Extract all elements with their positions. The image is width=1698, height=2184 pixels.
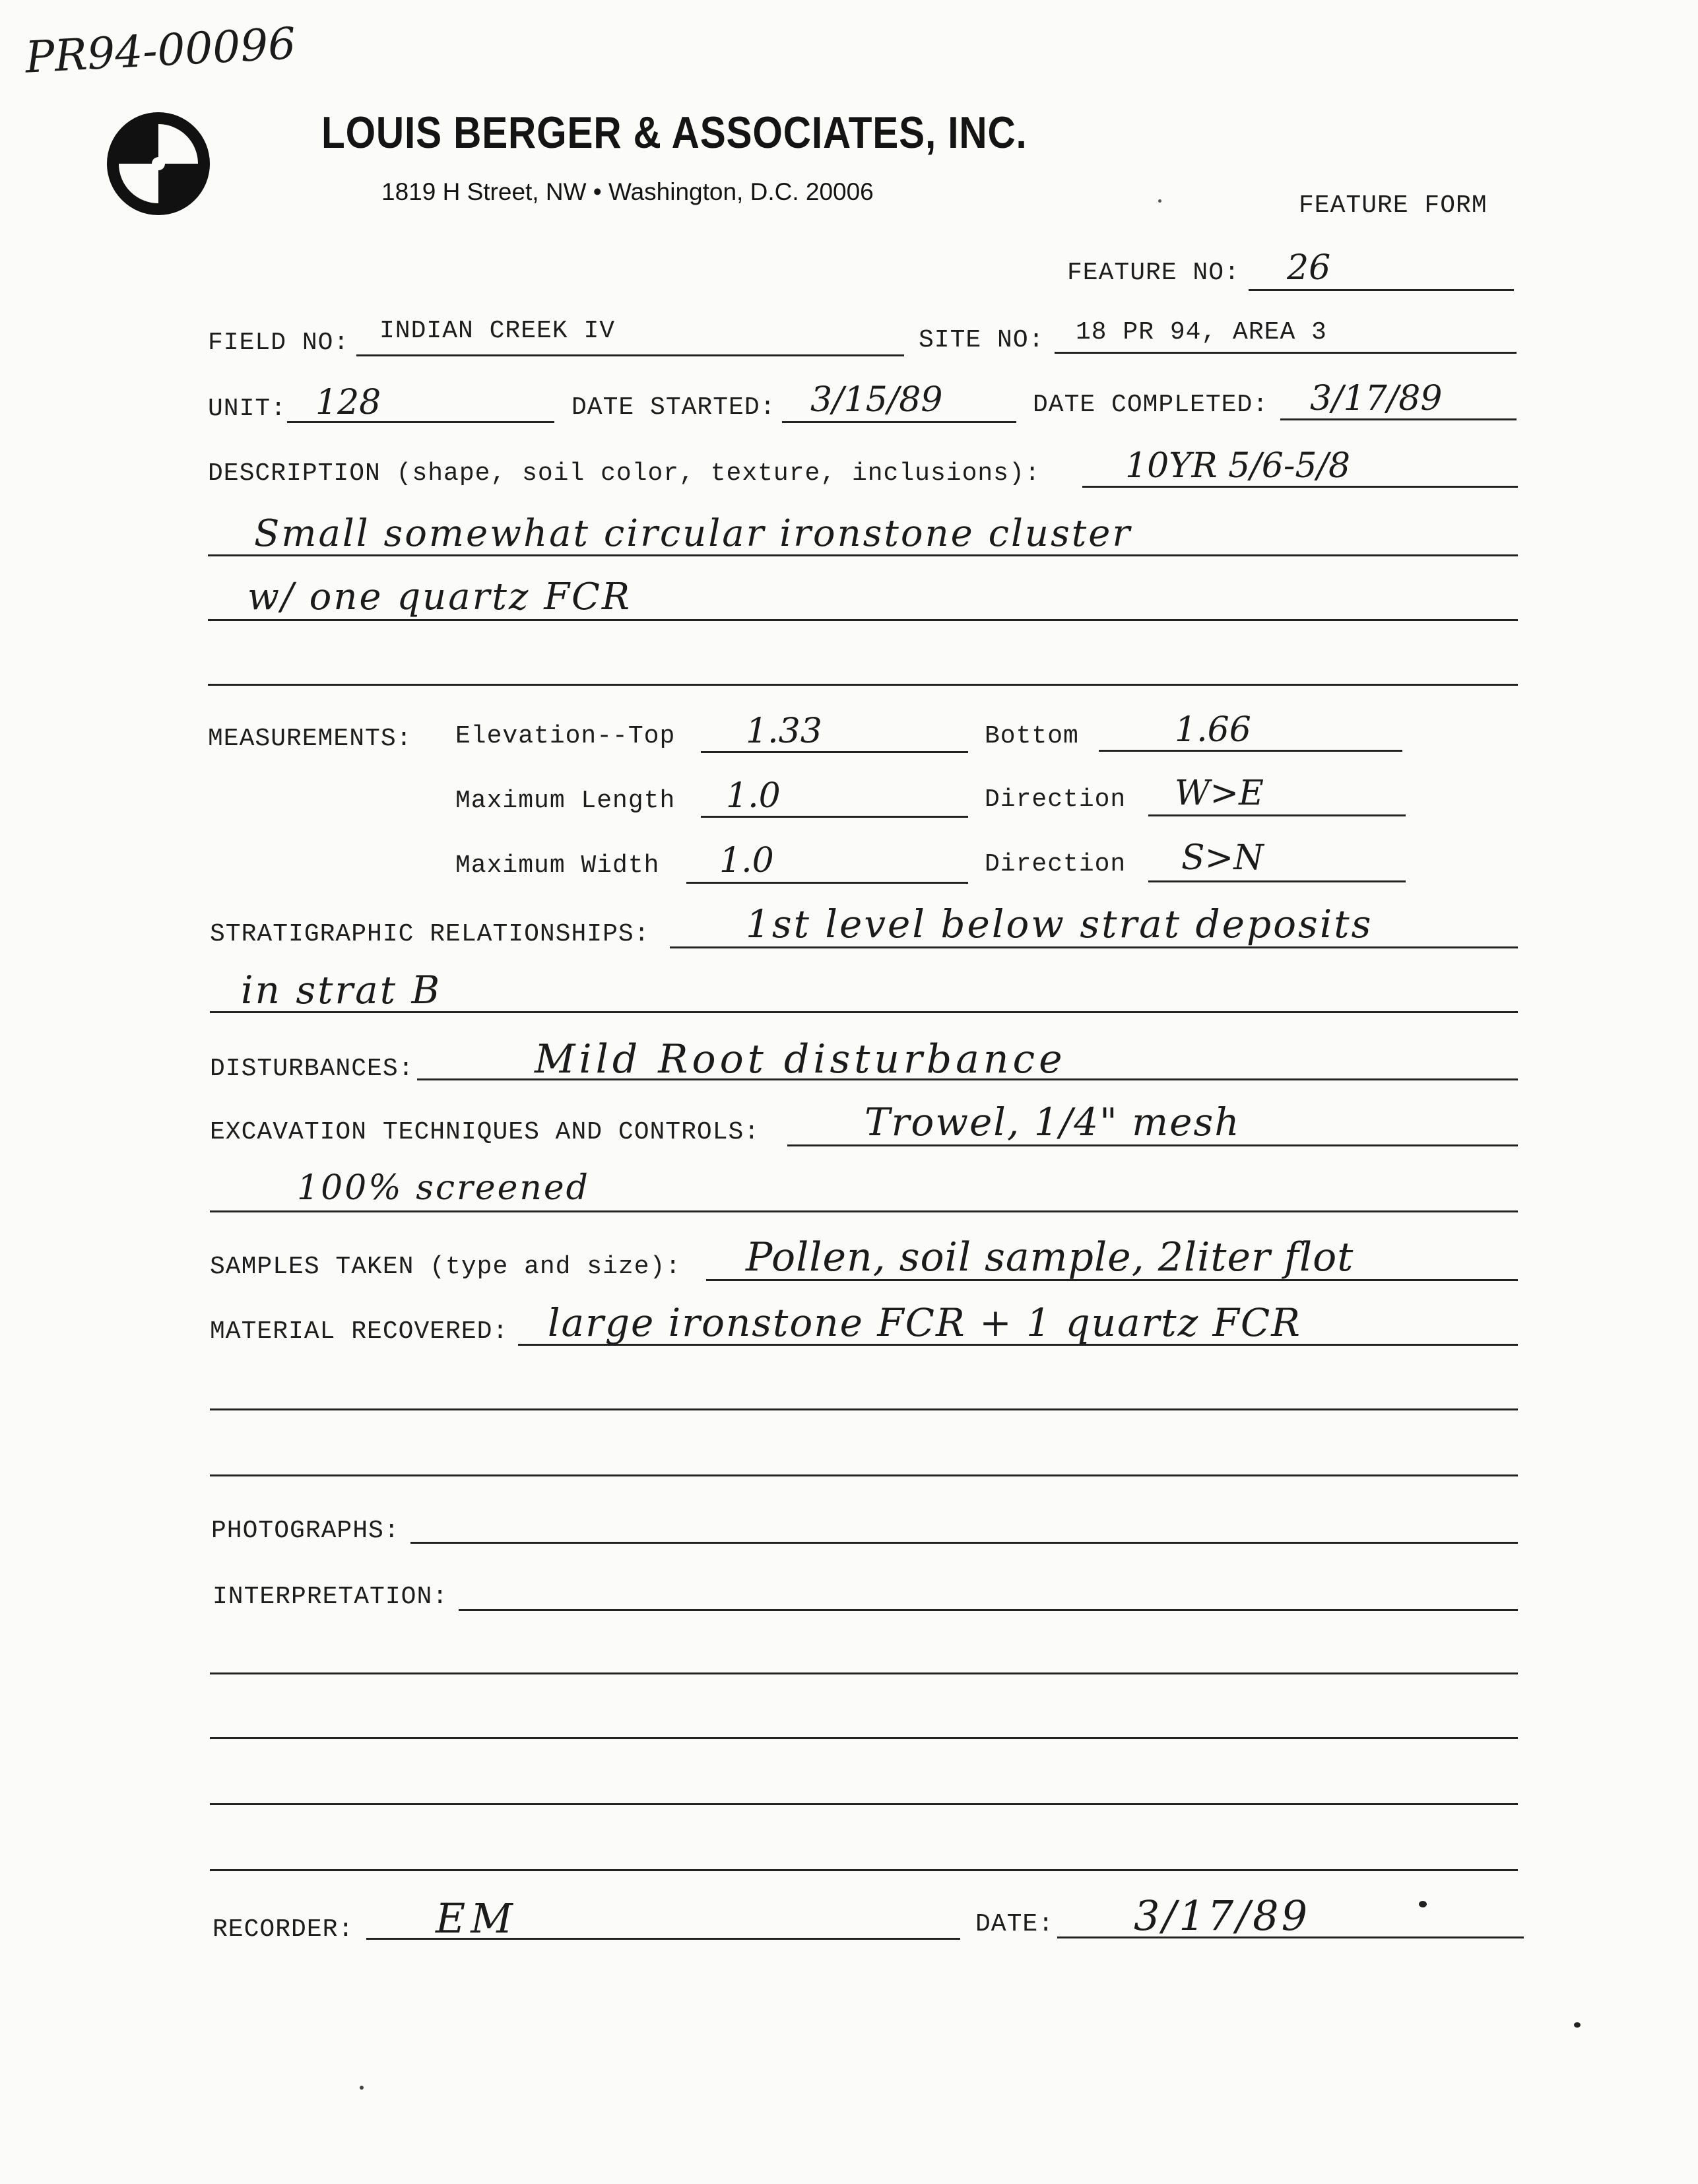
description-line-0 — [1082, 486, 1518, 488]
feature-no-value: 26 — [1287, 248, 1331, 288]
stratigraphic-label: STRATIGRAPHIC RELATIONSHIPS: — [210, 920, 650, 948]
excavation-text-1: Trowel, 1/4" mesh — [865, 1100, 1241, 1144]
samples-label: SAMPLES TAKEN (type and size): — [210, 1253, 682, 1281]
date-completed-label: DATE COMPLETED: — [1033, 391, 1269, 419]
width-direction-value: S>N — [1181, 838, 1264, 878]
date-completed-value: 3/17/89 — [1310, 379, 1443, 418]
interpretation-line-1 — [459, 1609, 1518, 1611]
unit-label: UNIT: — [208, 395, 287, 423]
max-width-label: Maximum Width — [455, 851, 660, 880]
excavation-line-2 — [210, 1210, 1518, 1212]
bottom-line — [1099, 750, 1402, 752]
description-text-2: w/ one quartz FCR — [247, 576, 632, 618]
stratigraphic-text-1: 1st level below strat deposits — [746, 902, 1373, 946]
date-started-value: 3/15/89 — [810, 380, 943, 420]
field-no-label: FIELD NO: — [208, 329, 350, 357]
width-direction-label: Direction — [985, 850, 1127, 878]
max-length-line — [701, 816, 968, 818]
length-direction-line — [1148, 814, 1406, 816]
photographs-line — [410, 1542, 1518, 1544]
company-name: LOUIS BERGER & ASSOCIATES, INC. — [321, 108, 1028, 158]
elevation-top-label: Elevation--Top — [455, 722, 676, 750]
form-title: FEATURE FORM — [1299, 191, 1487, 220]
date-label: DATE: — [975, 1910, 1055, 1938]
interpretation-line-2 — [210, 1672, 1518, 1674]
field-no-value: INDIAN CREEK IV — [379, 317, 616, 345]
bottom-label: Bottom — [985, 722, 1079, 750]
recorder-value: EM — [436, 1894, 518, 1942]
date-value: 3/17/89 — [1134, 1892, 1311, 1940]
width-direction-line — [1148, 880, 1406, 882]
material-line-3 — [210, 1474, 1518, 1476]
samples-value: Pollen, soil sample, 2liter flot — [746, 1234, 1354, 1280]
interpretation-line-5 — [210, 1869, 1518, 1871]
length-direction-label: Direction — [985, 785, 1127, 814]
disturbances-label: DISTURBANCES: — [210, 1055, 414, 1083]
speck — [1158, 199, 1161, 203]
unit-value: 128 — [315, 383, 381, 422]
photographs-label: PHOTOGRAPHS: — [211, 1517, 400, 1545]
material-label: MATERIAL RECOVERED: — [210, 1317, 509, 1346]
bottom-value: 1.66 — [1175, 710, 1251, 750]
company-logo — [106, 111, 211, 216]
elevation-top-value: 1.33 — [746, 711, 822, 751]
site-no-value: 18 PR 94, AREA 3 — [1076, 318, 1327, 347]
stratigraphic-line-1 — [670, 946, 1518, 948]
max-width-value: 1.0 — [719, 841, 774, 880]
measurements-label: MEASUREMENTS: — [208, 725, 412, 753]
max-width-line — [686, 882, 968, 884]
speck — [1419, 1901, 1427, 1907]
disturbances-value: Mild Root disturbance — [535, 1036, 1066, 1082]
excavation-label: EXCAVATION TECHNIQUES AND CONTROLS: — [210, 1118, 760, 1146]
max-length-label: Maximum Length — [455, 787, 676, 815]
speck — [360, 2086, 364, 2090]
feature-no-label: FEATURE NO: — [1067, 259, 1240, 287]
document-id: PR94-00096 — [24, 18, 298, 83]
company-address: 1819 H Street, NW • Washington, D.C. 20006 — [381, 178, 874, 205]
description-line-2 — [208, 619, 1518, 621]
date-completed-line — [1280, 418, 1517, 420]
site-no-line — [1055, 352, 1517, 354]
excavation-text-2: 100% screened — [297, 1168, 590, 1208]
speck — [1574, 2022, 1581, 2028]
date-started-line — [782, 421, 1016, 423]
interpretation-label: INTERPRETATION: — [212, 1583, 449, 1611]
description-value: 10YR 5/6-5/8 — [1125, 446, 1351, 486]
excavation-line-1 — [787, 1144, 1518, 1146]
site-no-label: SITE NO: — [919, 326, 1045, 354]
interpretation-line-4 — [210, 1803, 1518, 1805]
max-length-value: 1.0 — [726, 776, 781, 816]
length-direction-value: W>E — [1175, 774, 1264, 813]
description-text-1: Small somewhat circular ironstone cluster — [254, 512, 1132, 555]
date-started-label: DATE STARTED: — [571, 393, 776, 422]
material-value: large ironstone FCR + 1 quartz FCR — [548, 1300, 1301, 1345]
stratigraphic-text-2: in strat B — [241, 968, 442, 1012]
interpretation-line-3 — [210, 1737, 1518, 1739]
field-no-line — [356, 354, 904, 356]
description-label: DESCRIPTION (shape, soil color, texture, inclusions): — [208, 459, 1041, 488]
recorder-label: RECORDER: — [212, 1915, 354, 1944]
material-line-2 — [210, 1408, 1518, 1410]
feature-no-line — [1249, 289, 1514, 291]
description-line-3 — [208, 684, 1518, 686]
elevation-top-line — [701, 751, 968, 753]
